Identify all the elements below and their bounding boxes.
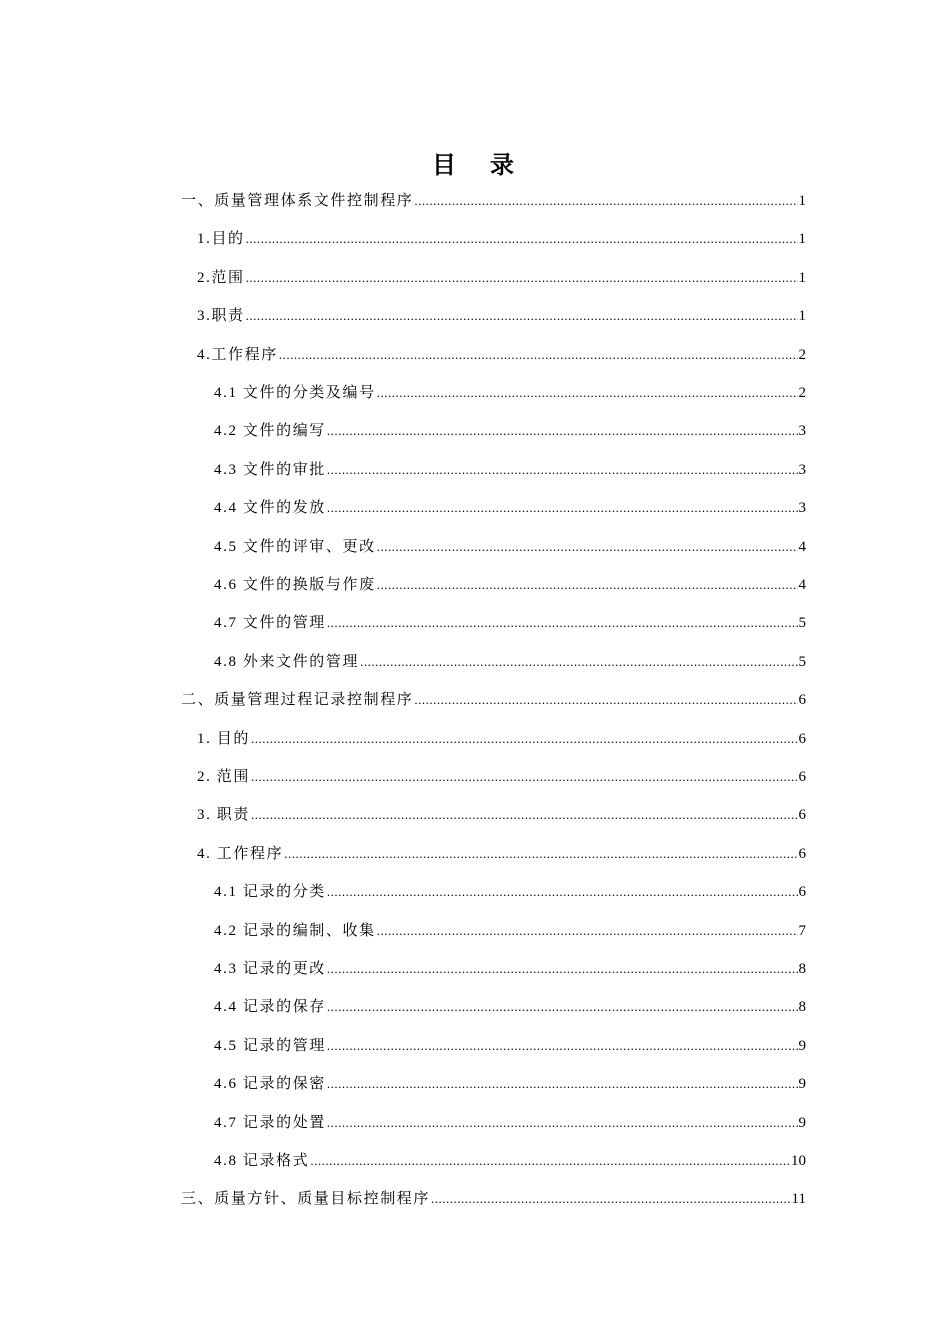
toc-entry-label: 3.职责 — [197, 308, 245, 325]
toc-dot-leader — [251, 720, 797, 758]
toc-entry-label: 4.7 记录的处置 — [214, 1114, 326, 1131]
toc-entry[interactable] — [214, 988, 806, 1026]
toc-entry-page-number: 4 — [798, 538, 806, 555]
toc-dot-leader — [327, 1065, 798, 1103]
toc-entry[interactable] — [197, 336, 806, 374]
toc-entry-label: 二、质量管理过程记录控制程序 — [181, 692, 414, 709]
toc-entry-page-number: 1 — [798, 269, 806, 286]
toc-dot-leader — [327, 873, 798, 911]
toc-entry-label: 4.4 文件的发放 — [214, 500, 326, 517]
toc-entry-page-number: 6 — [798, 769, 806, 785]
toc-entry-label: 4. 工作程序 — [197, 845, 284, 862]
toc-entry-page-number: 1 — [798, 308, 806, 325]
toc-entry[interactable] — [214, 1027, 806, 1065]
toc-entry-page-number: 6 — [798, 807, 806, 824]
toc-entry-page-number: 6 — [798, 884, 806, 901]
toc-dot-leader — [327, 1104, 798, 1142]
toc-entry[interactable] — [197, 220, 806, 258]
toc-entry-label: 一、质量管理体系文件控制程序 — [181, 193, 414, 209]
toc-entry-label: 1.目的 — [197, 231, 245, 248]
toc-entry-label: 4.3 记录的更改 — [214, 961, 326, 977]
toc-entry[interactable] — [197, 796, 806, 834]
toc-entry-label: 三、质量方针、质量目标控制程序 — [181, 1191, 431, 1208]
toc-dot-leader — [246, 220, 798, 258]
toc-entry-label: 4.5 记录的管理 — [214, 1037, 326, 1054]
toc-entry-label: 4.3 文件的审批 — [214, 461, 326, 478]
toc-entry-label: 2.范围 — [197, 269, 245, 286]
toc-entry[interactable] — [214, 604, 806, 642]
toc-entry-page-number: 8 — [798, 961, 806, 977]
toc-entry-page-number: 3 — [798, 500, 806, 517]
toc-entry[interactable] — [197, 835, 806, 873]
toc-dot-leader — [327, 950, 798, 988]
toc-entry-label: 1. 目的 — [197, 730, 251, 747]
toc-entry-page-number: 4 — [798, 577, 806, 593]
toc-entry-page-number: 7 — [798, 922, 806, 939]
toc-entry[interactable] — [197, 720, 806, 758]
toc-entry[interactable] — [214, 489, 806, 527]
toc-entry-label: 4.6 记录的保密 — [214, 1076, 326, 1093]
toc-entry-page-number: 1 — [798, 193, 806, 209]
toc-entry-label: 4.4 记录的保存 — [214, 999, 326, 1016]
toc-dot-leader — [284, 835, 797, 873]
toc-entry-label: 4.1 记录的分类 — [214, 884, 326, 901]
toc-entry[interactable] — [214, 566, 806, 604]
toc-dot-leader — [377, 566, 798, 604]
toc-entry-label: 4.8 外来文件的管理 — [214, 653, 360, 670]
toc-dot-leader — [327, 451, 798, 489]
toc-entry-page-number: 6 — [798, 730, 806, 747]
toc-entry-label: 4.2 记录的编制、收集 — [214, 922, 376, 939]
toc-dot-leader — [251, 758, 797, 796]
toc-entry-page-number: 3 — [798, 461, 806, 478]
toc-entry[interactable] — [214, 528, 806, 566]
toc-dot-leader — [251, 796, 797, 834]
toc-entry-page-number: 3 — [798, 423, 806, 440]
toc-entry-page-number: 8 — [798, 999, 806, 1016]
toc-entry-page-number: 6 — [798, 845, 806, 862]
toc-entry-label: 2. 范围 — [197, 769, 251, 785]
toc-entry-label: 4.工作程序 — [197, 346, 278, 363]
toc-dot-leader — [246, 259, 798, 297]
toc-entry-page-number: 5 — [798, 653, 806, 670]
toc-entry-page-number: 9 — [798, 1114, 806, 1131]
toc-entry-page-number: 11 — [791, 1191, 806, 1208]
toc-entry-label: 3. 职责 — [197, 807, 251, 824]
toc-entry-page-number: 5 — [798, 615, 806, 632]
toc-entry-page-number: 2 — [798, 385, 806, 401]
toc-title: 目 录 — [432, 153, 528, 179]
toc-entry-label: 4.6 文件的换版与作废 — [214, 577, 376, 593]
toc-entry[interactable] — [214, 451, 806, 489]
toc-dot-leader — [310, 1142, 790, 1180]
toc-entry[interactable] — [214, 873, 806, 911]
toc-dot-leader — [327, 988, 798, 1026]
toc-dot-leader — [246, 297, 798, 335]
toc-entry[interactable] — [197, 259, 806, 297]
toc-dot-leader — [327, 489, 798, 527]
toc-entry[interactable] — [197, 297, 806, 335]
toc-entry[interactable] — [214, 1065, 806, 1103]
toc-entry-label: 4.5 文件的评审、更改 — [214, 538, 376, 555]
toc-entry-page-number: 9 — [798, 1076, 806, 1093]
toc-entry[interactable] — [214, 643, 806, 681]
toc-entry[interactable] — [214, 412, 806, 450]
toc-entry-page-number: 9 — [798, 1037, 806, 1054]
toc-dot-leader — [377, 528, 798, 566]
toc-entry[interactable] — [214, 1142, 806, 1180]
toc-entry-label: 4.1 文件的分类及编号 — [214, 385, 376, 401]
toc-entry-page-number: 1 — [798, 231, 806, 248]
toc-entry-page-number: 2 — [798, 346, 806, 363]
toc-entry[interactable] — [181, 182, 806, 220]
toc-dot-leader — [377, 374, 798, 412]
toc-dot-leader — [414, 681, 797, 719]
toc-entry[interactable] — [214, 374, 806, 412]
toc-dot-leader — [327, 604, 798, 642]
toc-dot-leader — [360, 643, 797, 681]
toc-entry[interactable] — [181, 681, 806, 719]
toc-entry-label: 4.8 记录格式 — [214, 1153, 310, 1169]
toc-entry-label: 4.7 文件的管理 — [214, 615, 326, 632]
toc-dot-leader — [327, 412, 798, 450]
toc-entry[interactable] — [214, 912, 806, 950]
toc-entry[interactable] — [214, 1104, 806, 1142]
toc-entry[interactable] — [214, 950, 806, 988]
toc-dot-leader — [279, 336, 798, 374]
toc-entry-label: 4.2 文件的编写 — [214, 423, 326, 440]
toc-dot-leader — [431, 1180, 791, 1218]
toc-entry-page-number: 6 — [798, 692, 806, 709]
toc-dot-leader — [377, 912, 798, 950]
toc-dot-leader — [414, 182, 797, 220]
toc-entry-page-number: 10 — [791, 1153, 806, 1169]
toc-entry[interactable] — [197, 758, 806, 796]
toc-entry[interactable] — [181, 1180, 806, 1218]
toc-dot-leader — [327, 1027, 798, 1065]
